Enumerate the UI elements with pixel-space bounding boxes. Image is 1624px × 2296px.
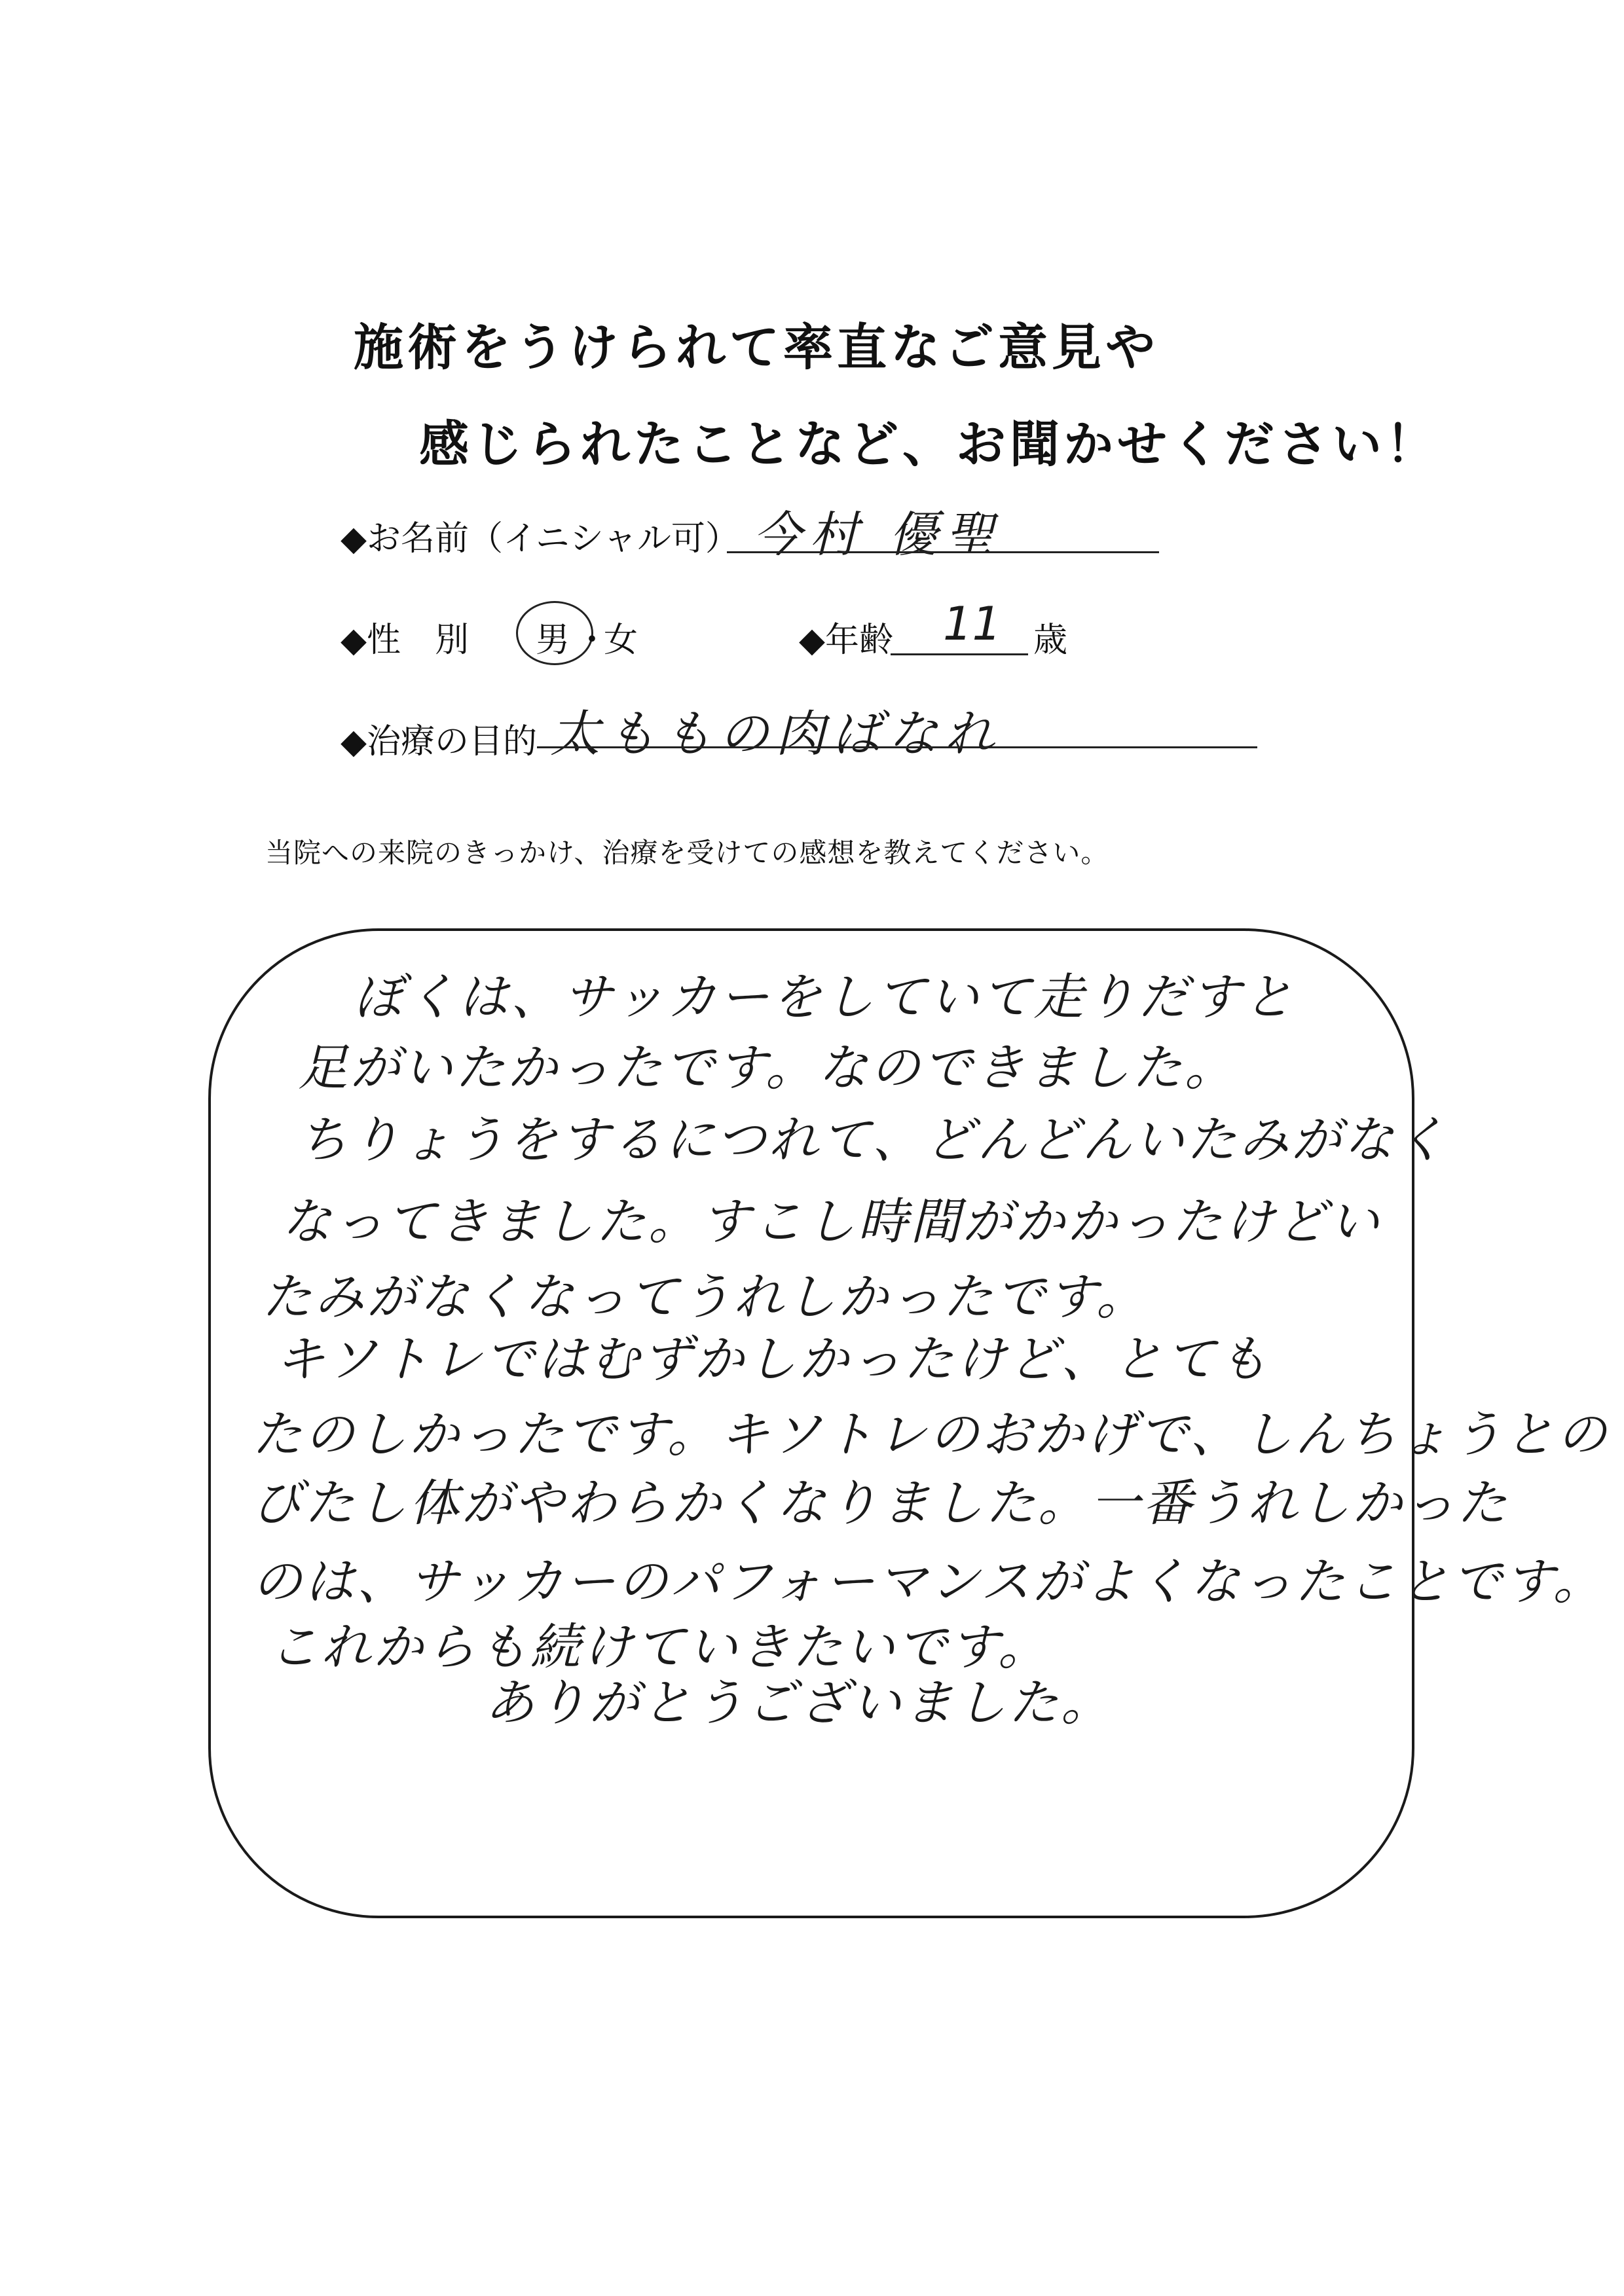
comment-line: 足がいたかったです。なのできました。 <box>298 1038 1237 1097</box>
name-value: 今村 優聖 <box>753 507 1002 563</box>
comment-line: たみがなくなってうれしかったです。 <box>262 1267 1149 1326</box>
name-label: ◆お名前（イニシャル可） <box>341 519 739 558</box>
gender-separator: ・ <box>575 621 610 660</box>
age-value: 11 <box>943 597 1002 651</box>
comment-line: キソトレではむずかしかったけど、とても <box>275 1330 1270 1388</box>
comment-line: これからも続けていきたいです。 <box>268 1618 1050 1676</box>
gender-label: ◆性 別 <box>341 621 469 660</box>
gender-option-male: 男 <box>536 621 570 660</box>
age-unit: 歳 <box>1033 621 1068 660</box>
comment-line: ぼくは、サッカーをしていて走りだすと <box>354 968 1296 1026</box>
purpose-value: 太ももの肉ばなれ <box>550 704 1001 763</box>
age-label: ◆年齢 <box>799 621 893 660</box>
comment-line: ありがとうございました。 <box>485 1673 1113 1732</box>
form-title-line-1: 施術をうけられて率直なご意見や <box>354 318 1159 376</box>
purpose-label: ◆治療の目的 <box>341 722 537 761</box>
gender-option-female: 女 <box>604 621 638 660</box>
comment-prompt: 当院への来院のきっかけ、治療を受けての感想を教えてください。 <box>265 837 1109 869</box>
comment-line: ちりょうをするにつれて、どんどんいたみがなく <box>298 1110 1449 1169</box>
name-underline <box>727 551 1159 553</box>
comment-line: びたし体がやわらかくなりました。一番うれしかった <box>252 1474 1509 1532</box>
comment-line: たのしかったです。キソトレのおかげで、しんちょうとの <box>252 1405 1610 1463</box>
comment-line: のは、サッカーのパフォーマンスがよくなったことです。 <box>252 1552 1606 1611</box>
comment-line: なってきました。すこし時間がかかったけどい <box>282 1192 1382 1250</box>
purpose-underline <box>537 746 1257 748</box>
form-title-line-2: 感じられたことなど、お聞かせください！ <box>419 415 1439 473</box>
age-underline <box>891 653 1028 655</box>
